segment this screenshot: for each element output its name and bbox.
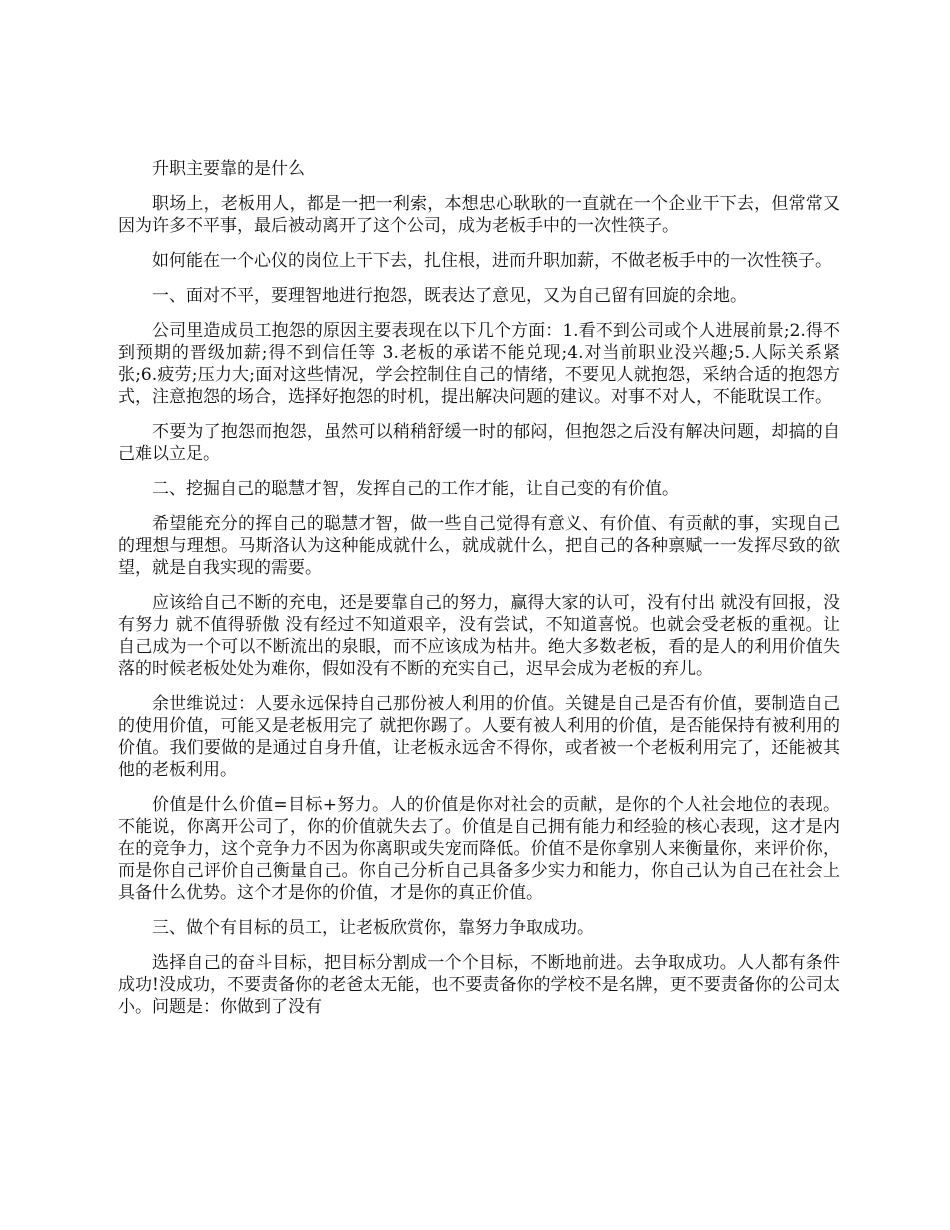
paragraph-3: 公司里造成员工抱怨的原因主要表现在以下几个方面：1.看不到公司或个人进展前景;2.得不到预期的晋级加薪;得不到信任等 3.老板的承诺不能兑现;4.对当前职业没兴趣;5.人际关系紧张;6.疲劳;压力大;面对这些情况，学会控制住自己的情绪，不要见人就抱怨，采纳合适的抱怨方式，注意抱怨的场合，选择好抱怨的时机，提出解决问题的建议。对事不对人，不能耽误工作。 [118, 321, 840, 407]
section-heading-1: 一、面对不平，要理智地进行抱怨，既表达了意见，又为自己留有回旋的余地。 [152, 286, 747, 306]
paragraph-7: 余世维说过：人要永远保持自己那份被人利用的价值。关键是自己是否有价值，要制造自己的使用价值，可能又是老板用完了 就把你踢了。人要有被人利用的价值，是否能保持有被利用的价值。我们要做的是通过自身升值，让老板永远舍不得你，或者被一个老板利用完了，还能被其他的老板利用。 [118, 694, 840, 780]
paragraph-1: 职场上，老板用人，都是一把一利索，本想忠心耿耿的一直就在一个企业干下去，但常常又因为许多不平事，最后被动离开了这个公司，成为老板手中的一次性筷子。 [118, 194, 840, 236]
paragraph-4: 不要为了抱怨而抱怨，虽然可以稍稍舒缓一时的郁闷，但抱怨之后没有解决问题，却搞的自己难以立足。 [118, 422, 840, 464]
section-heading-3: 三、做个有目标的员工，让老板欣赏你，靠努力争取成功。 [152, 918, 594, 938]
paragraph-8: 价值是什么价值=目标+努力。人的价值是你对社会的贡献，是你的个人社会地位的表现。不能说，你离开公司了，你的价值就失去了。价值是自己拥有能力和经验的核心表现，这才是内在的竞争力，这个竞争力不因为你离职或失宠而降低。价值不是你拿别人来衡量你，来评价你，而是你自己评价自己衡量自己。你自己分析自己具备多少实力和能力，你自己认为自己在社会上具备什么优势。这个才是你的价值，才是你的真正价值。 [118, 795, 840, 903]
document-title: 升职主要靠的是什么 [152, 159, 305, 179]
paragraph-2: 如何能在一个心仪的岗位上干下去，扎住根，进而升职加薪，不做老板手中的一次性筷子。 [152, 251, 832, 271]
paragraph-9: 选择自己的奋斗目标，把目标分割成一个个目标，不断地前进。去争取成功。人人都有条件成功!没成功，不要责备你的老爸太无能，也不要责备你的学校不是名牌，更不要责备你的公司太小。问题是：你做到了没有 [118, 953, 840, 1017]
section-heading-2: 二、挖掘自己的聪慧才智，发挥自己的工作才能，让自己变的有价值。 [152, 479, 679, 499]
paragraph-6: 应该给自己不断的充电，还是要靠自己的努力，赢得大家的认可，没有付出 就没有回报，没有努力 就不值得骄傲 没有经过不知道艰辛，没有尝试，不知道喜悦。也就会受老板的重视。让自己成为一个可以不断流出的泉眼，而不应该成为枯井。绝大多数老板，看的是人的利用价值失落的时候老板处处为难你，假如没有不断的充实自己，迟早会成为老板的弃儿。 [118, 593, 840, 679]
document-body [118, 158, 840, 1031]
paragraph-5: 希望能充分的挥自己的聪慧才智，做一些自己觉得有意义、有价值、有贡献的事，实现自己的理想与理想。马斯洛认为这种能成就什么，就成就什么，把自己的各种禀赋一一发挥尽致的欲望，就是自我实现的需要。 [118, 514, 840, 578]
